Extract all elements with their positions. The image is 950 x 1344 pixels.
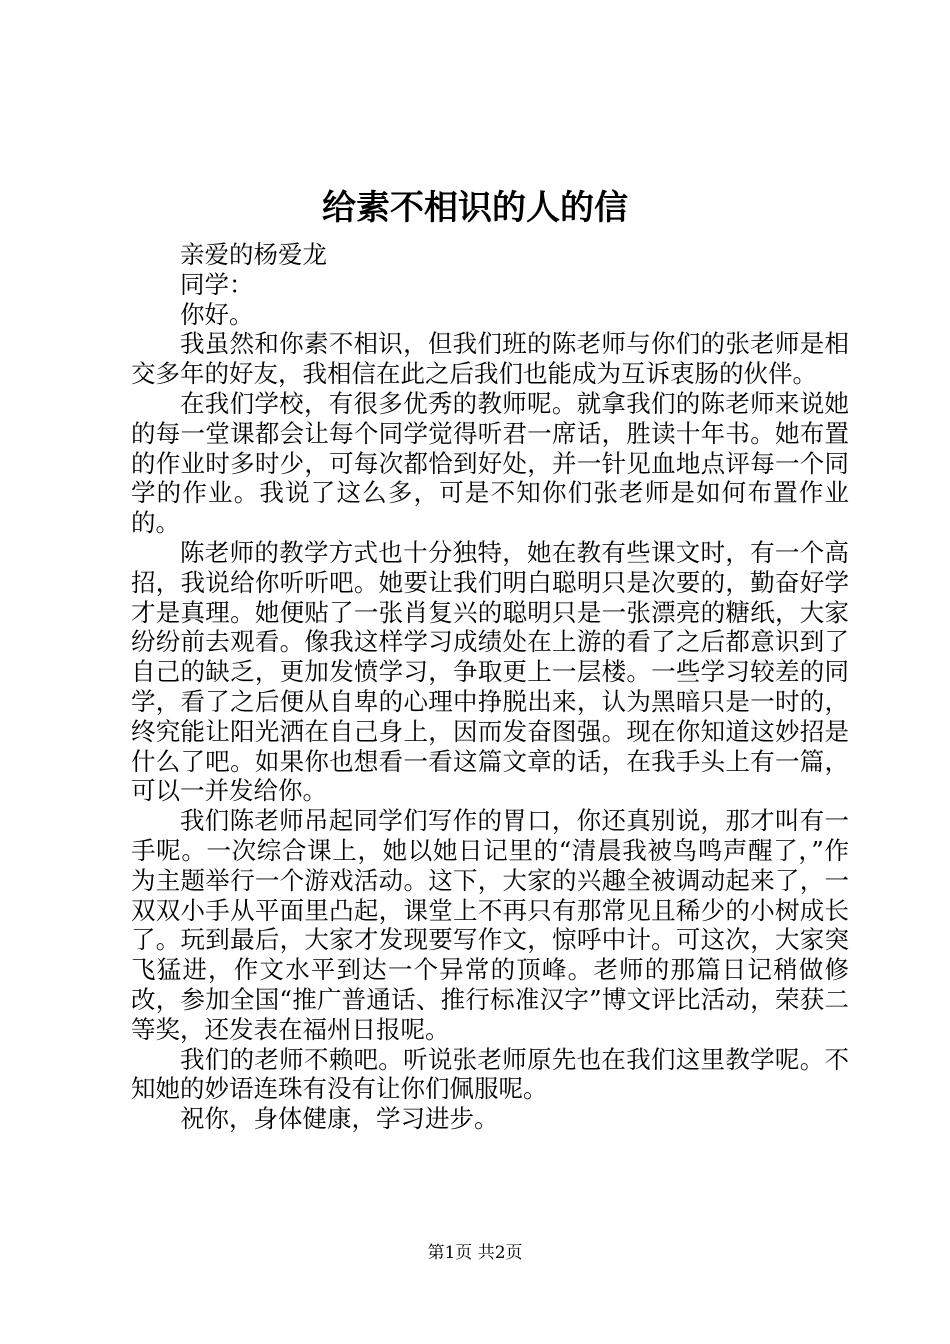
paragraph: 我们的老师不赖吧。听说张老师原先也在我们这里教学呢。不知她的妙语连珠有没有让你们佩服呢。 — [131, 1044, 849, 1104]
greeting: 你好。 — [180, 299, 254, 329]
page-footer: 第1页 共2页 — [427, 1243, 523, 1263]
paragraph: 陈老师的教学方式也十分独特，她在教有些课文时，有一个高招，我说给你听听吧。她要让我们明白聪明只是次要的，勤奋好学才是真理。她便贴了一张肖复兴的聪明只是一张漂亮的糖纸，大家纷纷前去观看。像我这样学习成绩处在上游的看了之后都意识到了自己的缺乏，更加发愤学习，争取更上一层楼。一些学习较差的同学，看了之后便从自卑的心理中挣脱出来，认为黑暗只是一时的，终究能让阳光洒在自己身上，因而发奋图强。现在你知道这妙招是什么了吧。如果你也想看一看这篇文章的话，在我手头上有一篇，可以一并发给你。 — [131, 537, 849, 806]
closing: 祝你，身体健康，学习进步。 — [180, 1104, 499, 1134]
salutation-name: 亲爱的杨爱龙 — [180, 240, 327, 269]
letter-body — [131, 240, 849, 1134]
paragraph: 我虽然和你素不相识，但我们班的陈老师与你们的张老师是相交多年的好友，我相信在此之后我们也能成为互诉衷肠的伙伴。 — [131, 329, 849, 389]
document-title: 给素不相识的人的信 — [322, 188, 628, 228]
salutation-role: 同学： — [180, 269, 254, 299]
paragraph: 在我们学校，有很多优秀的教师呢。就拿我们的陈老师来说她的每一堂课都会让每个同学觉得听君一席话，胜读十年书。她布置的作业时多时少，可每次都恰到好处，并一针见血地点评每一个同学的作业。我说了这么多，可是不知你们张老师是如何布置作业的。 — [131, 388, 849, 538]
paragraph: 我们陈老师吊起同学们写作的胃口，你还真别说，那才叫有一手呢。一次综合课上，她以她日记里的“清晨我被鸟鸣声醒了，”作为主题举行一个游戏活动。这下，大家的兴趣全被调动起来了，一双双小手从平面里凸起，课堂上不再只有那常见且稀少的小树成长了。玩到最后，大家才发现要写作文，惊呼中计。可这次，大家突飞猛进，作文水平到达一个异常的顶峰。老师的那篇日记稍做修改，参加全国“推广普通话、推行标准汉字”博文评比活动，荣获二等奖，还发表在福州日报呢。 — [131, 806, 849, 1044]
